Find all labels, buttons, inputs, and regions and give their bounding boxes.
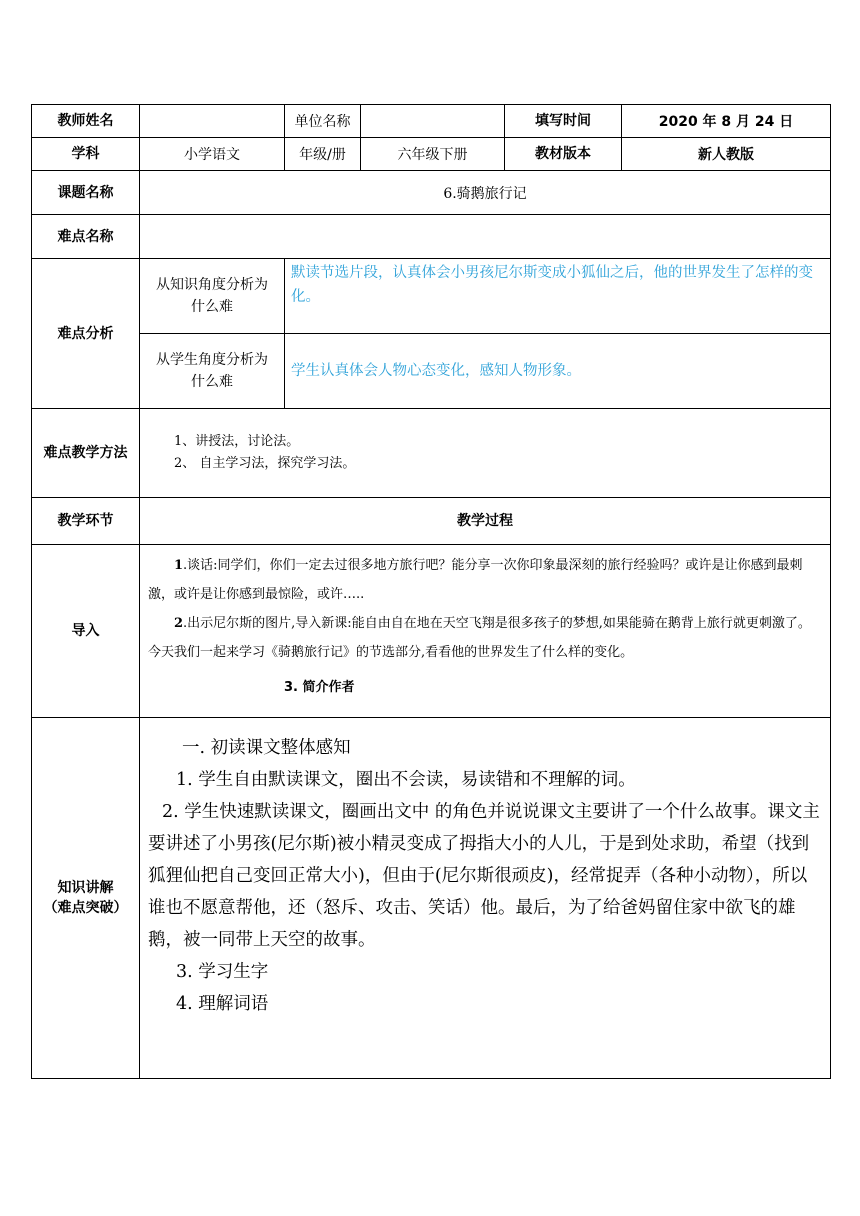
lesson-title-value: 6.骑鹅旅行记 <box>140 171 831 215</box>
edition-label: 教材版本 <box>505 138 622 171</box>
methods-row <box>32 409 831 498</box>
difficulty-name-value <box>140 215 831 259</box>
intro-p1-text: .谈话:同学们，你们一定去过很多地方旅行吧？能分享一次你印象最深刻的旅行经验吗？或许是让你感到最刺激，或许是让你感到最惊险，或许….. <box>148 558 803 602</box>
unit-label: 单位名称 <box>285 105 361 138</box>
intro-content <box>140 545 831 718</box>
knowledge-item-3: 3. 学习生字 <box>176 962 269 982</box>
date-label: 填写时间 <box>505 105 622 138</box>
knowledge-heading: 一. 初读课文整体感知 <box>182 738 351 758</box>
intro-p1-number: 1 <box>174 558 184 573</box>
knowledge-item-2: 2. 学生快速默读课文，圈画出文中 的角色并说说课文主要讲了一个什么故事。课文主要讲述了小男孩(尼尔斯)被小精灵变成了拇指大小的人儿，于是到处求助，希望（找到狐狸仙把自己变回正常大小)，但由于(尼尔斯很顽皮)，经常捉弄（各种小动物），所以谁也不愿意帮他，还（怒斥、攻击、笑话）他。最后，为了给爸妈留住家中欲飞的雄鹅，被一同带上天空的故事。 <box>148 802 820 950</box>
stage-label: 教学环节 <box>32 498 140 545</box>
method-item-2: 2、 自主学习法，探究学习法。 <box>174 456 356 471</box>
lesson-plan-table <box>31 104 831 1079</box>
student-angle-text: 学生认真体会人物心态变化，感知人物形象。 <box>285 334 831 409</box>
student-angle-label: 从学生角度分析为什么难 <box>140 334 285 409</box>
intro-paragraph-2 <box>148 609 822 667</box>
intro-row <box>32 545 831 718</box>
grade-label: 年级/册 <box>285 138 361 171</box>
header-row-1 <box>32 105 831 138</box>
method-item-1: 1、讲授法，讨论法。 <box>174 434 300 449</box>
intro-paragraph-1 <box>148 551 822 609</box>
lesson-title-row <box>32 171 831 215</box>
subject-value: 小学语文 <box>140 138 285 171</box>
knowledge-content <box>140 718 831 1079</box>
header-row-2 <box>32 138 831 171</box>
process-label: 教学过程 <box>140 498 831 545</box>
intro-p2-number: 2 <box>174 616 184 631</box>
analysis-row-student <box>32 334 831 409</box>
teacher-value <box>140 105 285 138</box>
knowledge-angle-label: 从知识角度分析为什么难 <box>140 259 285 334</box>
intro-author-heading: 3. 简介作者 <box>284 680 355 695</box>
intro-p2-text: .出示尼尔斯的图片,导入新课:能自由自在地在天空飞翔是很多孩子的梦想,如果能骑在鹅背上旅行就更刺激了。今天我们一起来学习《骑鹅旅行记》的节选部分,看看他的世界发生了什么样的变化。 <box>148 616 811 660</box>
analysis-row-knowledge <box>32 259 831 334</box>
unit-value <box>361 105 505 138</box>
difficulty-name-label: 难点名称 <box>32 215 140 259</box>
lesson-title-label: 课题名称 <box>32 171 140 215</box>
process-header-row <box>32 498 831 545</box>
knowledge-item-1: 1. 学生自由默读课文，圈出不会读，易读错和不理解的词。 <box>176 770 636 790</box>
grade-value: 六年级下册 <box>361 138 505 171</box>
edition-value: 新人教版 <box>622 138 831 171</box>
subject-label: 学科 <box>32 138 140 171</box>
knowledge-angle-text: 默读节选片段，认真体会小男孩尼尔斯变成小狐仙之后，他的世界发生了怎样的变化。 <box>285 259 831 334</box>
knowledge-item-4: 4. 理解词语 <box>176 994 269 1014</box>
difficulty-name-row <box>32 215 831 259</box>
teacher-label: 教师姓名 <box>32 105 140 138</box>
methods-label: 难点教学方法 <box>32 409 140 498</box>
knowledge-label-line-1: 知识讲解 <box>57 880 114 896</box>
knowledge-label-line-2: （难点突破） <box>43 900 128 916</box>
date-value: 2020 年 8 月 24 日 <box>622 105 831 138</box>
knowledge-label <box>32 718 140 1079</box>
analysis-label: 难点分析 <box>32 259 140 409</box>
intro-label: 导入 <box>32 545 140 718</box>
methods-list <box>140 409 831 498</box>
knowledge-row <box>32 718 831 1079</box>
